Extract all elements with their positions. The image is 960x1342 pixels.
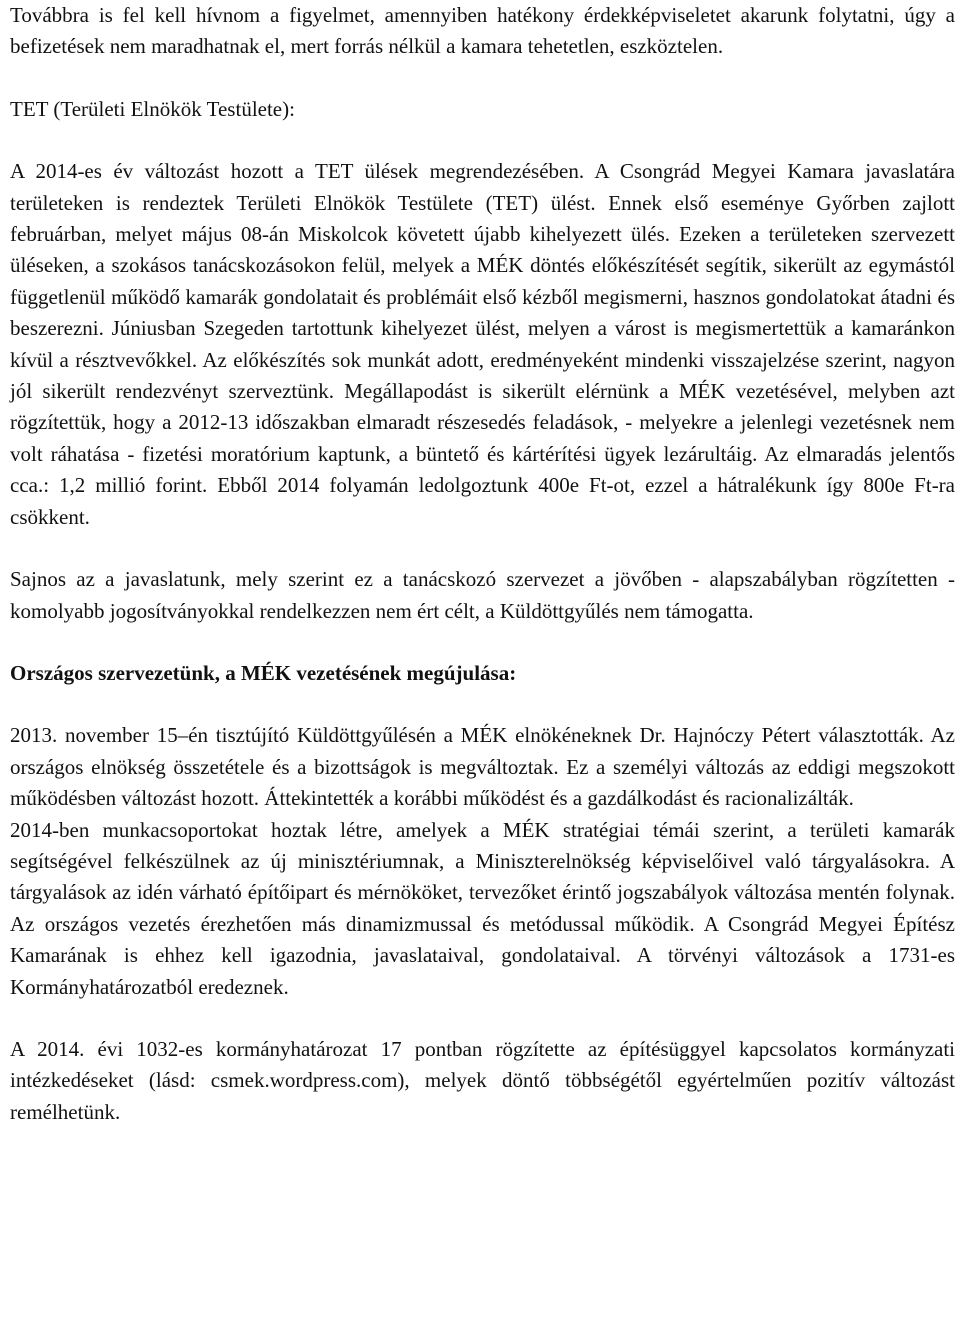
paragraph-funding-note: Továbbra is fel kell hívnom a figyelmet, amennyiben hatékony érdekképviseletet akarunk folytatni, úgy a befizetések nem maradhatnak el, mert forrás nélkül a kamara tehetetlen, eszköztelen. [10,3,955,59]
section-heading-mek-renewal: Országos szervezetünk, a MÉK vezetésének megújulása: [10,660,517,685]
paragraph-tet-2014: A 2014-es év változást hozott a TET ülések megrendezésében. A Csongrád Megyei Kamara javaslatára területeken is rendeztek Területi Elnökök Testülete (TET) ülést. Ennek első eseménye Győrben zajlott februárban, melyet május 08-án Miskolcok követett újabb kihelyezett ülés. Ezeken a területeken szervezett üléseken, a szokásos tanácskozásokon felül, melyek a MÉK döntés előkészítését segítik, sikerült az egymástól függetlenül működő kamarák gondolatait és problémáit első kézből megismerni, hasznos gondolatokat átadni és beszerezni. Júniusban Szegeden tartottunk kihelyezet ülést, melyen a várost is megismertettük a kamaránkon kívül a résztvevőkkel. Az előkészítés sok munkát adott, eredményeként mindenki visszajelzése szerint, nagyon jól sikerült rendezvényt szerveztünk. Megállapodást is sikerült elérnünk a MÉK vezetésével, melyben azt rögzítettük, hogy a 2012-13 időszakban elmaradt részesedés feladások, - melyekre a jelenlegi vezetésnek nem volt ráhatása - fizetési moratórium kaptunk, a büntető és kártérítési ügyek lezárultáig. Az elmaradás jelentős cca.: 1,2 millió forint. Ebből 2014 folyamán ledolgoztunk 400e Ft-ot, ezzel a hátralékunk így 800e Ft-ra csökkent. [10,159,955,529]
paragraph-proposal-rejected: Sajnos az a javaslatunk, mely szerint ez a tanácskozó szervezet a jövőben - alapszabályban rögzítetten - komolyabb jogosítványokkal rendelkezzen nem ért célt, a Küldöttgyűlés nem támogatta. [10,567,955,623]
document-page [10,0,955,1128]
paragraph-election-2013: 2013. november 15–én tisztújító Küldöttgyűlésén a MÉK elnökéneknek Dr. Hajnóczy Pétert választották. Az országos elnökség összetétele és a bizottságok is megváltoztak. Ez a személyi változás az eddigi megszokott működésben változást hozott. Áttekintették a korábbi működést és a gazdálkodást és racionalizálták. [10,723,955,811]
section-heading-tet: TET (Területi Elnökök Testülete): [10,96,295,121]
paragraph-workgroups-2014: 2014-ben munkacsoportokat hoztak létre, amelyek a MÉK stratégiai témái szerint, a területi kamarák segítségével felkészülnek az új minisztériumnak, a Miniszterelnökség képviselőivel való tárgyalásokra. A tárgyalások az idén várható építőipart és mérnököket, tervezőket érintő jogszabályok változása mentén folynak. Az országos vezetés érezhetően más dinamizmussal és metódussal működik. A Csongrád Megyei Építész Kamarának is ehhez kell igazodnia, javaslataival, gondolataival. A törvényi változások a 1731-es Kormányhatározatból eredeznek. [10,817,955,999]
paragraph-government-decree: A 2014. évi 1032-es kormányhatározat 17 pontban rögzítette az építésüggyel kapcsolatos kormányzati intézkedéseket (lásd: csmek.wordpress.com), melyek döntő többségétől egyértelműen pozitív változást remélhetünk. [10,1036,955,1124]
